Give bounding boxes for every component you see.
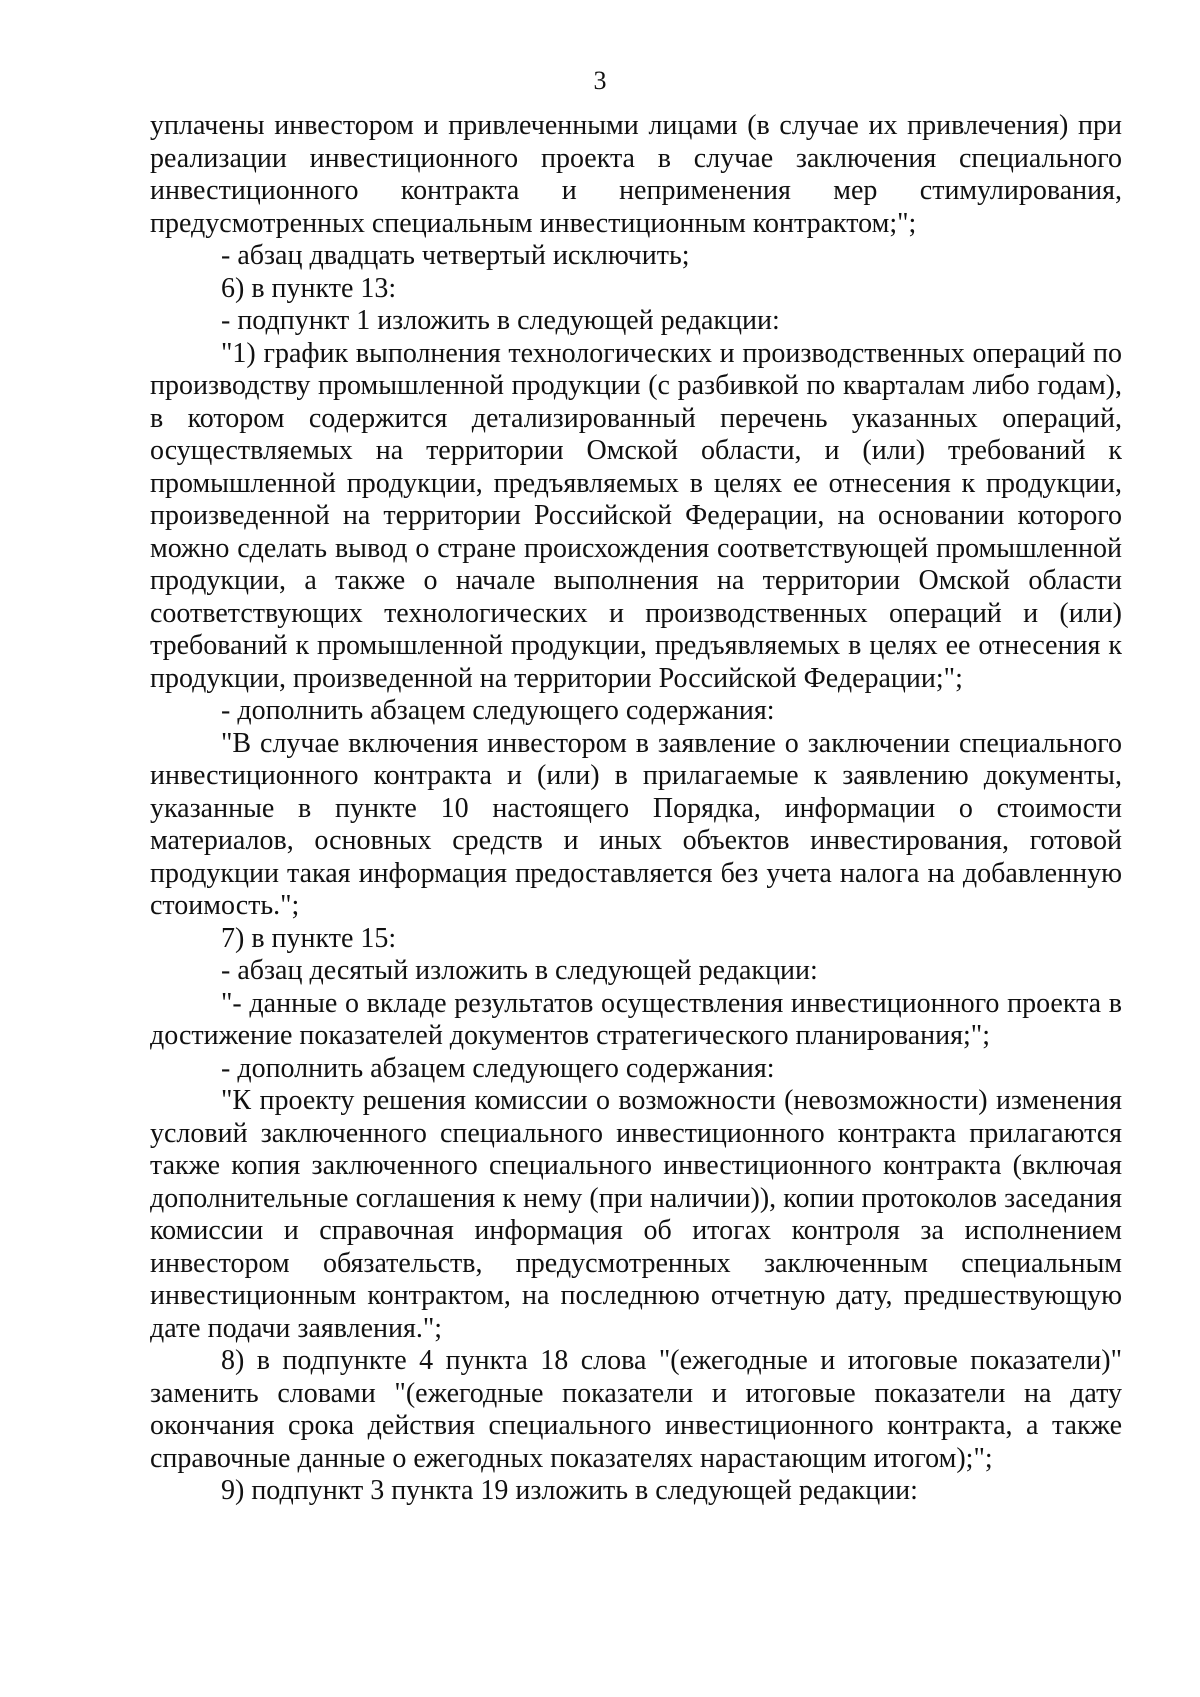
paragraph-item: 7) в пункте 15: (221, 922, 397, 954)
paragraph-item: - абзац двадцать четвертый исключить; (221, 240, 690, 271)
paragraph-item: - подпункт 1 изложить в следующей редакции: (221, 305, 780, 336)
paragraph-item: "1) график выполнения технологических и производственных операций по производству промышленной продукции (с разбивкой по кварталам либо годам), в котором содержится детализированный перечень указанных операций, осуществляемых на территории Омской области, и (или) требований к промышленной продукции, предъявляемых в целях ее отнесения к продукции, произведенной на территории Российской Федерации, на основании которого можно сделать вывод о стране происхождения соответствующей промышленной продукции, а также о начале выполнения на территории Омской области соответствующих технологических и производственных операций и (или) требований к промышленной продукции, предъявляемых в целях ее отнесения к продукции, произведенной на территории Российской Федерации;"; (150, 337, 1122, 694)
paragraph-item: "К проекту решения комиссии о возможности (невозможности) изменения условий заключенного специального инвестиционного контракта прилагаются также копия заключенного специального инвестиционного контракта (включая дополнительные соглашения к нему (при наличии)), копии протоколов заседания комиссии и справочная информация об итогах контроля за исполнением инвестором обязательств, предусмотренных заключенным специальным инвестиционным контрактом, на последнюю отчетную дату, предшествующую дате подачи заявления."; (150, 1085, 1122, 1344)
paragraph-item: "В случае включения инвестором в заявление о заключении специального инвестиционного контракта и (или) в прилагаемые к заявлению документы, указанные в пункте 10 настоящего Порядка, информации о стоимости материалов, основных средств и иных объектов инвестирования, готовой продукции такая информация предоставляется без учета налога на добавленную стоимость."; (150, 727, 1122, 921)
paragraph-continuation: уплачены инвестором и привлеченными лицами (в случае их привлечения) при реализации инвестиционного проекта в случае заключения специального инвестиционного контракта и неприменения мер стимулирования, предусмотренных специальным инвестиционным контрактом;"; (150, 110, 1122, 239)
paragraph-item: "- данные о вкладе результатов осуществления инвестиционного проекта в достижение показателей документов стратегического планирования;"; (150, 987, 1122, 1051)
page-number: 3 (593, 66, 607, 95)
paragraph-item: 8) в подпункте 4 пункта 18 слова "(ежегодные и итоговые показатели)" заменить словами "(ежегодные показатели и итоговые показатели на дату окончания срока действия специального инвестиционного контракта, а также справочные данные о ежегодных показателях нарастающим итогом);"; (150, 1345, 1122, 1474)
paragraph-item: - дополнить абзацем следующего содержания: (221, 1052, 775, 1084)
paragraph-item: 6) в пункте 13: (221, 272, 397, 304)
paragraph-item: - дополнить абзацем следующего содержания: (221, 695, 775, 726)
document-body (150, 110, 1122, 1508)
paragraph-item: 9) подпункт 3 пункта 19 изложить в следующей редакции: (221, 1475, 918, 1506)
paragraph-item: - абзац десятый изложить в следующей редакции: (221, 955, 818, 986)
